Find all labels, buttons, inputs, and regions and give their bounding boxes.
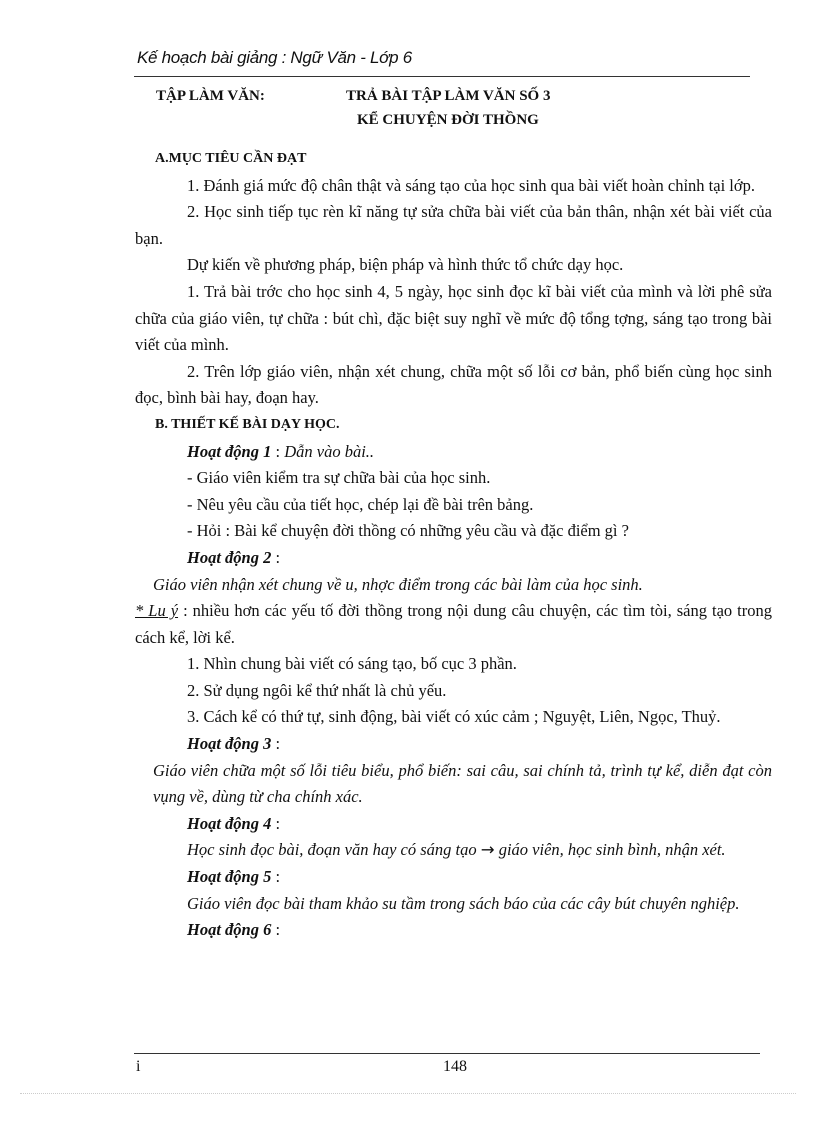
list-item: - Nêu yêu cầu của tiết học, chép lại đề bài trên bảng. [187,494,534,514]
page-bottom-border [20,1093,796,1094]
activity-title: Hoạt động 2 [187,547,272,567]
arrow-right-icon: → [480,840,495,860]
paragraph: Dự kiến về phương pháp, biện pháp và hình thức tổ chức dạy học. [187,255,624,275]
note-label: * Lu ý [135,601,179,621]
page-subtitle: KỂ CHUYỆN ĐỜI THỒNG [357,112,539,128]
colon: : [271,734,281,754]
activity-title: Hoạt động 5 [187,867,272,887]
paragraph: 2. Học sinh tiếp tục rèn kĩ năng tự sửa chữa bài viết của bản thân, nhận xét bài viết của bạn. [135,202,772,248]
lesson-body [135,146,772,944]
activity-1 [135,439,772,466]
activity-desc: Dẫn vào bài.. [284,441,375,461]
colon: : [271,813,281,833]
activity-6 [135,917,772,944]
activity-text: Giáo viên đọc bài tham khảo su tầm trong sách báo của các cây bút chuyên nghiệp. [187,893,740,913]
page-number: 148 [443,1058,467,1075]
activity-text [135,837,772,864]
activity-title: Hoạt động 1 [187,441,272,461]
activity-title: Hoạt động 6 [187,920,272,940]
note-text: : nhiều hơn các yếu tố đời thồng trong nội dung câu chuyện, các tìm tòi, sáng tạo trong cách kể, lời kể. [135,601,773,647]
section-a-heading: A.MỤC TIÊU CẦN ĐẠT [155,151,307,166]
activity-title: Hoạt động 4 [187,813,272,833]
list-item: 2. Sử dụng ngôi kể thứ nhất là chủ yếu. [187,680,447,700]
activity-text-start: Học sinh đọc bài, đoạn văn hay có sáng tạo [187,840,477,860]
paragraph: 1. Trả bài trớc cho học sinh 4, 5 ngày, học sinh đọc kĩ bài viết của mình và lời phê sửa chữa của giáo viên, tự chữa : bút chì, đặc biệt suy nghĩ về mức độ tổng tợng, sáng tạo trong bài viết của mình. [135,281,772,355]
activity-text-end: giáo viên, học sinh bình, nhận xét. [498,840,726,860]
footer-rule [134,1053,760,1054]
list-item: - Hỏi : Bài kể chuyện đời thồng có những yêu cầu và đặc điểm gì ? [187,521,629,541]
activity-2 [135,545,772,572]
list-item: - Giáo viên kiểm tra sự chữa bài của học sinh. [187,468,491,488]
footer-left-mark: i [136,1058,141,1075]
paragraph: 1. Đánh giá mức độ chân thật và sáng tạo của học sinh qua bài viết hoàn chỉnh tại lớp. [187,175,755,195]
list-item: 1. Nhìn chung bài viết có sáng tạo, bố cục 3 phần. [187,654,517,674]
colon: : [271,441,285,461]
activity-3 [135,731,772,758]
activity-text: Giáo viên chữa một số lỗi tiêu biểu, phổ biến: sai câu, sai chính tả, trình tự kể, diễn đạt còn vụng về, dùng từ cha chính xác. [153,760,772,807]
paragraph: 2. Trên lớp giáo viên, nhận xét chung, chữa một số lỗi cơ bản, phổ biến cùng học sinh đọc, bình bài hay, đoạn hay. [135,361,772,408]
activity-5 [135,864,772,891]
activity-text: Giáo viên nhận xét chung về u, nhợc điểm trong các bài làm của học sinh. [153,574,643,594]
running-header: Kế hoạch bài giảng : Ngữ Văn - Lớp 6 [137,48,412,67]
colon: : [271,920,281,940]
page-title: TRẢ BÀI TẬP LÀM VĂN SỐ 3 [346,88,551,104]
colon: : [271,547,281,567]
list-item: 3. Cách kể có thứ tự, sinh động, bài viết có xúc cảm ; Nguyệt, Liên, Ngọc, Thuỷ. [187,707,721,727]
note-paragraph [135,598,772,651]
header-rule [134,76,750,77]
section-b-heading: B. THIẾT KẾ BÀI DẠY HỌC. [155,416,340,432]
title-label: TẬP LÀM VĂN: [156,88,265,104]
activity-4 [135,811,772,838]
activity-title: Hoạt động 3 [187,734,272,754]
colon: : [271,867,281,887]
